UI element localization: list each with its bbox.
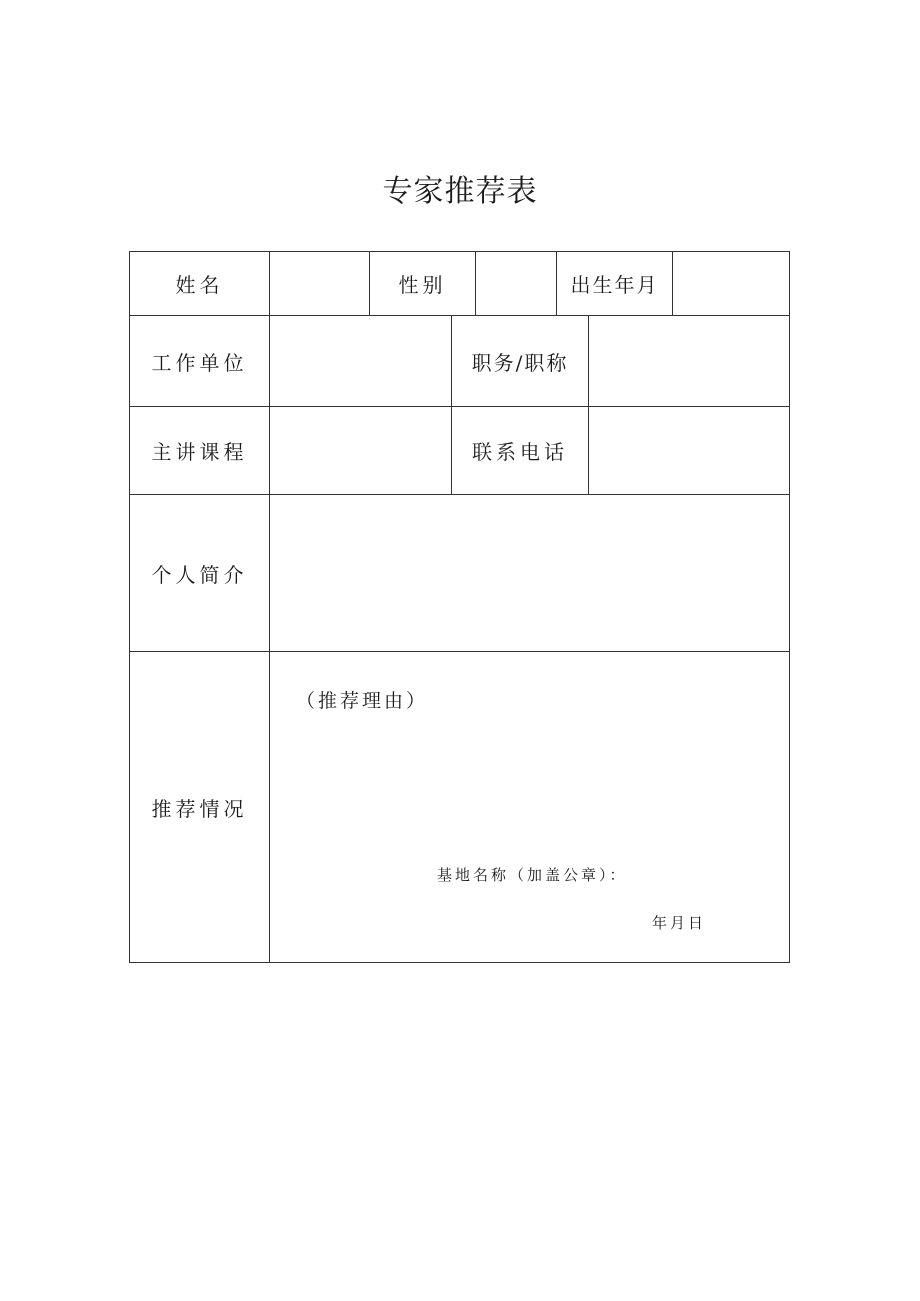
profile-label: 个人简介 [130,495,270,652]
course-label: 主讲课程 [130,407,270,495]
recommendation-form [129,251,790,963]
work-unit-label: 工作单位 [130,316,270,407]
gender-field[interactable] [476,252,557,316]
recommendation-label: 推荐情况 [130,652,270,962]
gender-label: 性别 [370,252,476,316]
work-unit-field[interactable] [270,316,452,407]
course-field[interactable] [270,407,452,495]
phone-label: 联系电话 [452,407,589,495]
profile-field[interactable] [270,495,789,652]
page-title: 专家推荐表 [382,174,538,209]
date-label: 年月日 [652,914,707,932]
birth-date-label: 出生年月 [557,252,673,316]
name-field[interactable] [270,252,370,316]
position-title-field[interactable] [589,316,789,407]
position-title-label: 职务/职称 [452,316,589,407]
recommendation-field[interactable] [270,652,790,962]
birth-date-field[interactable] [673,252,789,316]
base-name-label: 基地名称（加盖公章）： [437,866,628,884]
phone-field[interactable] [589,407,789,495]
name-label: 姓名 [130,252,270,316]
reason-label: （推荐理由） [296,690,429,712]
